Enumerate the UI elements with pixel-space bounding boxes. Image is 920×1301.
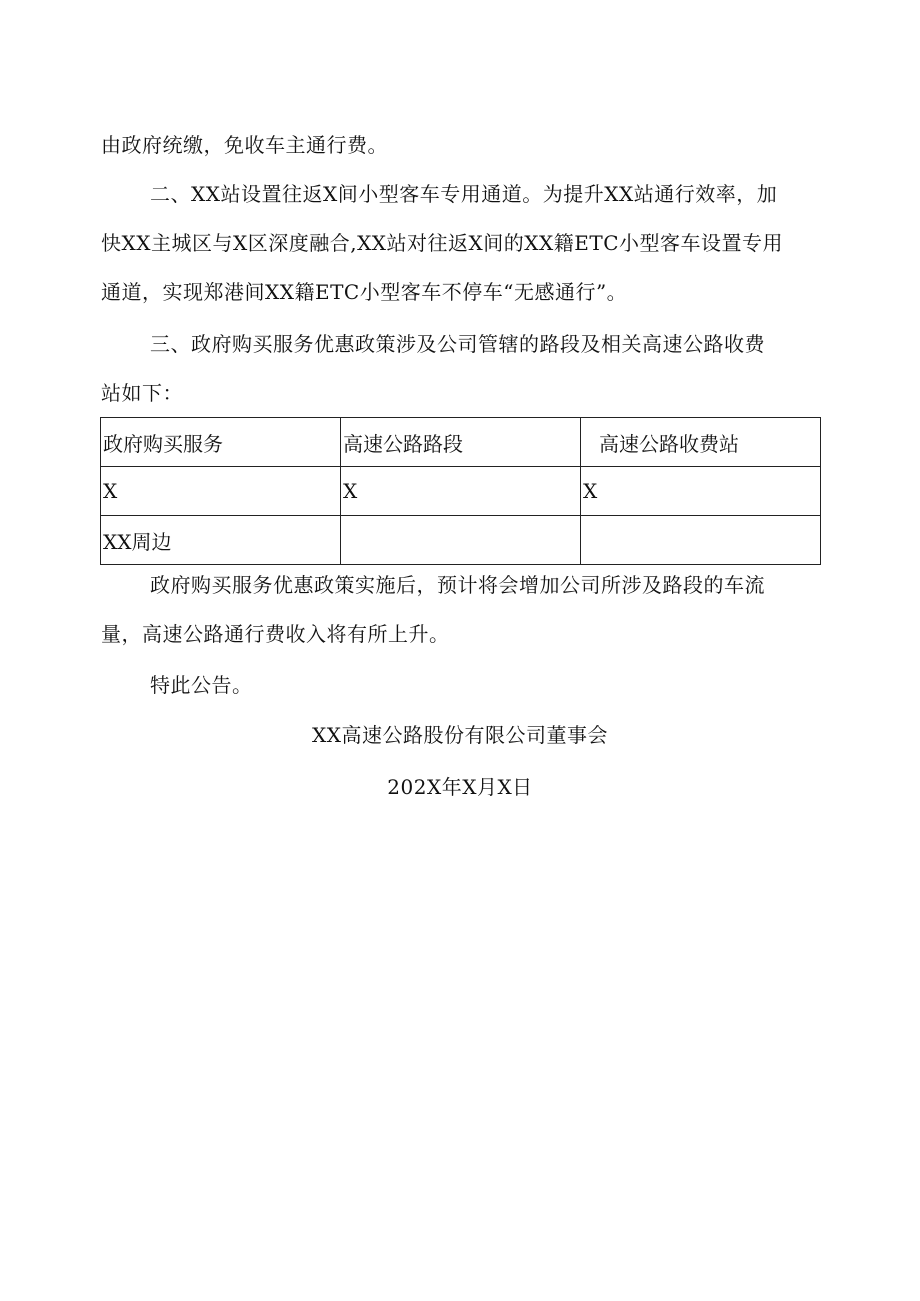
paragraph-2-line-1: 二、XX站设置往返X间小型客车专用通道。为提升XX站通行效率，加 [150,182,778,206]
paragraph-2-line-2: 快XX主城区与X区深度融合,XX站对往返X间的XX籍ETC小型客车设置专用 [101,231,784,255]
table-cell: XX周边 [101,516,341,565]
table-row [101,516,821,565]
header-highway-section: 高速公路路段 [341,418,581,467]
table-cell: X [101,467,341,516]
header-toll-station: 高速公路收费站 [581,418,821,467]
announcement-text: 特此公告。 [150,673,253,697]
header-gov-service: 政府购买服务 [101,418,341,467]
table-row [101,467,821,516]
signature-date: 202X年X月X日 [387,775,533,799]
toll-station-table [100,417,821,565]
paragraph-3-line-2: 站如下： [101,381,183,405]
table-cell [341,516,581,565]
paragraph-3-line-1: 三、政府购买服务优惠政策涉及公司管辖的路段及相关高速公路收费 [150,332,765,356]
table-cell [581,516,821,565]
table-cell: X [341,467,581,516]
paragraph-4-line-2: 量，高速公路通行费收入将有所上升。 [101,622,450,646]
paragraph-2-line-3: 通道，实现郑港间XX籍ETC小型客车不停车“无感通行”。 [101,280,628,304]
paragraph-1-line-1: 由政府统缴，免收车主通行费。 [101,133,388,157]
signature-board: XX高速公路股份有限公司董事会 [312,723,608,747]
table-header-row [101,418,821,467]
table-cell: X [581,467,821,516]
paragraph-4-line-1: 政府购买服务优惠政策实施后，预计将会增加公司所涉及路段的车流 [150,573,765,597]
